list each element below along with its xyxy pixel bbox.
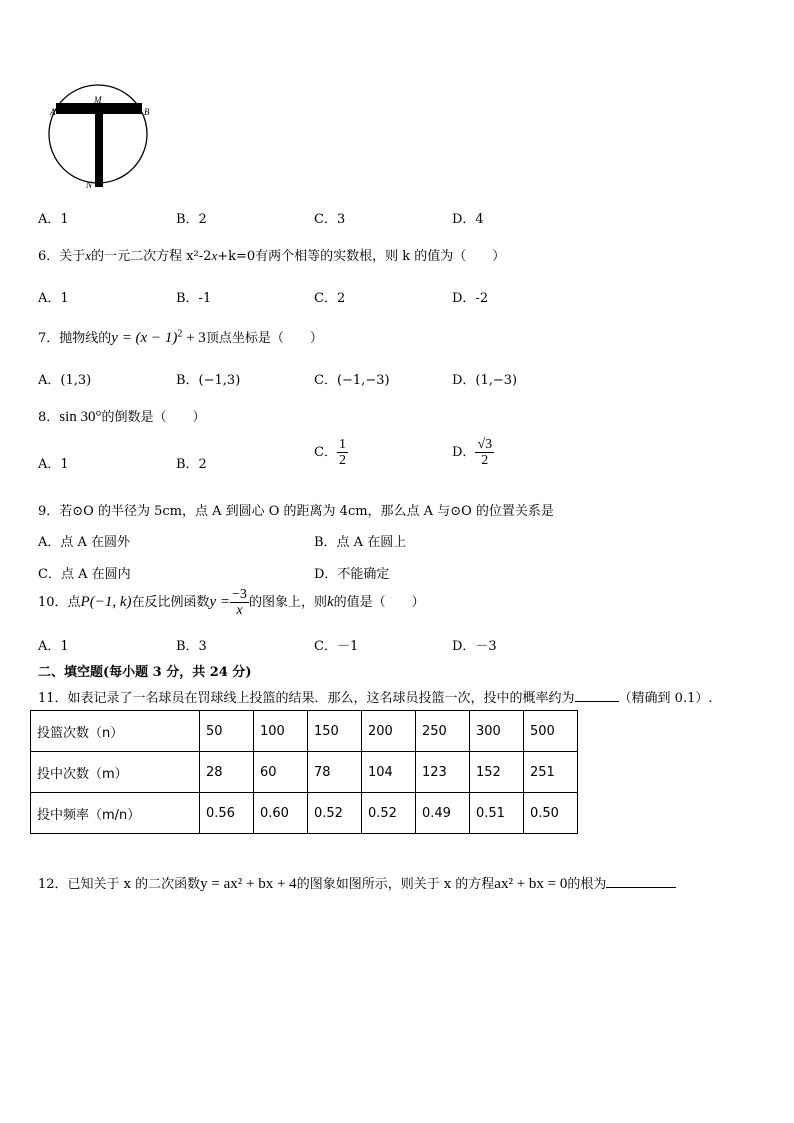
q8-prefix: 8． xyxy=(38,410,60,425)
q9-option-b: B．点 A 在圆上 xyxy=(314,535,407,550)
q7-formula: y = (x − 1) xyxy=(111,330,178,346)
table-row-header: 投中频率（m/n） xyxy=(31,793,200,834)
q10-func-fraction xyxy=(230,587,249,618)
q6-var-x: x xyxy=(85,248,92,263)
table-cell: 50 xyxy=(200,711,254,752)
section-title: 二、填空题(每小题 3 分，共 24 分) xyxy=(38,665,252,680)
q7-prefix: 7．抛物线的 xyxy=(38,331,112,346)
q8-option-c xyxy=(314,437,348,468)
table-cell: 0.49 xyxy=(416,793,470,834)
q8-option-d-fraction xyxy=(475,437,494,468)
table-cell: 0.52 xyxy=(362,793,416,834)
q10-tail-pre: 的图象上，则 xyxy=(248,595,327,610)
table-cell: 0.52 xyxy=(308,793,362,834)
t-bar-vertical xyxy=(95,109,103,187)
q5-option-c: C．3 xyxy=(314,212,346,227)
table-cell: 0.50 xyxy=(524,793,578,834)
q10-option-d: D．－3 xyxy=(452,639,497,654)
q12-eq: ax² + bx = 0 xyxy=(494,876,568,892)
q5-option-a: A．1 xyxy=(38,212,69,227)
table-cell: 0.56 xyxy=(200,793,254,834)
q10-option-a: A．1 xyxy=(38,639,69,654)
q7-stem xyxy=(38,327,323,347)
table-row-header: 投篮次数（n） xyxy=(31,711,200,752)
q12-prefix: 12．已知关于 x 的二次函数 xyxy=(38,877,201,892)
q8-d-num: √3 xyxy=(477,437,493,452)
table-cell: 0.51 xyxy=(470,793,524,834)
q9-option-a: A．点 A 在圆外 xyxy=(38,535,131,550)
table-cell: 0.60 xyxy=(254,793,308,834)
table-cell: 123 xyxy=(416,752,470,793)
q10-mid: 在反比例函数 xyxy=(131,595,210,610)
q7-formula-tail: + 3 xyxy=(182,330,206,346)
q7-option-c: C．(−1,−3) xyxy=(314,373,390,388)
q10-option-b: B．3 xyxy=(176,639,207,654)
table-cell: 251 xyxy=(524,752,578,793)
q6-eq-b: +k=0 xyxy=(217,249,256,264)
q8-d-den: 2 xyxy=(481,453,489,468)
q10-option-c: C．－1 xyxy=(314,639,359,654)
q10-var-k: k xyxy=(326,594,334,610)
q6-option-c: C．2 xyxy=(314,291,346,306)
q6-suffix: 有两个相等的实数根，则 k 的值为（ ） xyxy=(255,249,506,264)
q8-option-c-label: C． xyxy=(314,445,337,460)
q8-option-b: B．2 xyxy=(176,457,207,472)
table-row-header: 投中次数（m） xyxy=(31,752,200,793)
q8-c-den: 2 xyxy=(338,453,346,468)
q10-stem xyxy=(38,587,425,618)
label-n: N xyxy=(86,180,93,190)
q5-option-b: B．2 xyxy=(176,212,207,227)
q8-expr: sin 30° xyxy=(59,409,102,425)
q12-func: y = ax² + bx + 4 xyxy=(200,876,297,892)
q12-answer-blank[interactable] xyxy=(606,875,676,888)
q12-stem xyxy=(38,873,676,893)
table-cell: 300 xyxy=(470,711,524,752)
table-row xyxy=(31,793,578,834)
q8-option-c-fraction xyxy=(337,437,348,468)
table-cell: 250 xyxy=(416,711,470,752)
q7-option-a: A．(1,3) xyxy=(38,373,92,388)
q11-text: 11．如表记录了一名球员在罚球线上投篮的结果．那么，这名球员投篮一次，投中的概率约为 xyxy=(38,691,575,706)
table-cell: 500 xyxy=(524,711,578,752)
q6-var-x-2: x xyxy=(211,248,218,263)
q8-option-d-label: D． xyxy=(452,445,476,460)
q6-option-a: A．1 xyxy=(38,291,69,306)
q11-answer-blank[interactable] xyxy=(575,689,619,702)
q6-prefix: 6．关于 xyxy=(38,249,86,264)
table-cell: 104 xyxy=(362,752,416,793)
q8-option-d xyxy=(452,437,494,468)
q6-stem xyxy=(38,245,505,264)
table-row xyxy=(31,711,578,752)
q7-suffix: 顶点坐标是（ ） xyxy=(205,331,323,346)
q6-option-b: B．-1 xyxy=(176,291,212,306)
q8-c-num: 1 xyxy=(338,437,346,452)
q12-suffix: 的根为 xyxy=(567,877,607,892)
table-cell: 100 xyxy=(254,711,308,752)
q12-mid: 的图象如图所示，则关于 x 的方程 xyxy=(296,877,495,892)
shot-results-table xyxy=(30,710,578,834)
q6-mid: 的一元二次方程 xyxy=(91,249,183,264)
q8-suffix: 的倒数是（ ） xyxy=(101,410,206,425)
q10-func-num: −3 xyxy=(232,587,247,602)
q6-option-d: D．-2 xyxy=(452,291,489,306)
table-cell: 60 xyxy=(254,752,308,793)
circle-t-figure xyxy=(40,82,170,194)
label-a: A xyxy=(50,107,56,117)
q8-option-a: A．1 xyxy=(38,457,69,472)
q11-tail: （精确到 0.1）. xyxy=(618,691,713,706)
q9-stem: 9．若⊙O 的半径为 5cm，点 A 到圆心 O 的距离为 4cm，那么点 A 与⊙O 的位置关系是 xyxy=(38,504,554,519)
q10-tail-post: 的值是（ ） xyxy=(333,595,425,610)
q10-func-y: y = xyxy=(209,594,231,610)
q10-prefix: 10．点 xyxy=(38,595,81,610)
table-cell: 28 xyxy=(200,752,254,793)
q10-point: P(−1, k) xyxy=(80,594,132,610)
table-row xyxy=(31,752,578,793)
table-cell: 200 xyxy=(362,711,416,752)
table-cell: 150 xyxy=(308,711,362,752)
q11-stem xyxy=(38,687,713,706)
table-cell: 152 xyxy=(470,752,524,793)
q7-option-b: B．(−1,3) xyxy=(176,373,241,388)
q9-option-d: D．不能确定 xyxy=(314,567,390,582)
label-m: M xyxy=(94,95,102,105)
q7-exp: 2 xyxy=(177,328,183,340)
label-b: B xyxy=(144,107,150,117)
q7-option-d: D．(1,−3) xyxy=(452,373,518,388)
q5-option-d: D．4 xyxy=(452,212,484,227)
table-cell: 78 xyxy=(308,752,362,793)
q9-option-c: C．点 A 在圆内 xyxy=(38,567,131,582)
q8-stem xyxy=(38,406,206,426)
q10-func-den: x xyxy=(236,603,243,618)
q6-eq-a: x²-2 xyxy=(186,249,212,264)
